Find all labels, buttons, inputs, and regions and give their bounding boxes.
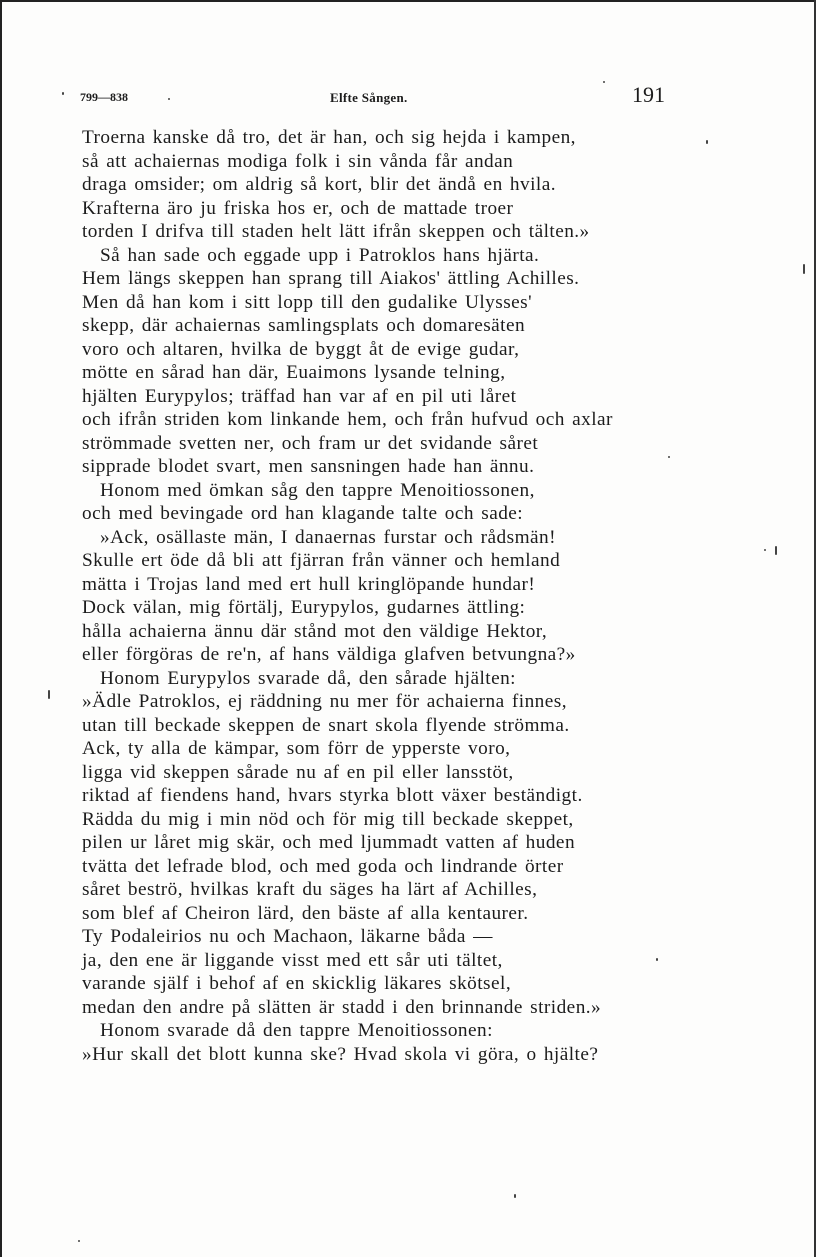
verse-line: utan till beckade skeppen de snart skola flyende strömma.	[82, 714, 570, 736]
verse-line: så att achaiernas modiga folk i sin vånda får andan	[82, 150, 514, 172]
verse-line: Men då han kom i sitt lopp till den gudalike Ulysses'	[82, 291, 533, 313]
verse-line: ja, den ene är liggande visst med ett sår uti tältet,	[82, 949, 503, 971]
verse-line: ligga vid skeppen sårade nu af en pil eller lansstöt,	[82, 761, 514, 783]
verse-line: tvätta det lefrade blod, och med goda och lindrande örter	[82, 855, 564, 877]
verse-line: Ty Podaleirios nu och Machaon, läkarne båda —	[82, 926, 493, 947]
verse-line: draga omsider; om aldrig så kort, blir det ändå en hvila.	[82, 174, 556, 195]
verse-line: mätta i Trojas land med ert hull kringlöpande hundar!	[82, 573, 536, 595]
verse-line: varande själf i behof af en skicklig läkares skötsel,	[82, 973, 512, 994]
verse-line: »Ädle Patroklos, ej räddning nu mer för achaierna finnes,	[82, 691, 567, 712]
verse-line: mötte en sårad han där, Euaimons lysande telning,	[82, 362, 506, 383]
scan-border-top	[0, 0, 816, 2]
verse-line: Dock välan, mig förtälj, Eurypylos, gudarnes ättling:	[82, 597, 526, 618]
verse-line: Honom svarade då den tappre Menoitiossonen:	[100, 1020, 493, 1041]
running-head	[0, 82, 816, 110]
line-range: 799—838	[80, 90, 128, 104]
verse-line: hjälten Eurypylos; träffad han var af en pil uti låret	[82, 385, 517, 407]
verse-line: Hem längs skeppen han sprang till Aiakos' ättling Achilles.	[82, 268, 580, 289]
page-number: 191	[632, 82, 665, 107]
verse-line: Så han sade och eggade upp i Patroklos hans hjärta.	[100, 244, 540, 266]
verse-line: Honom med ömkan såg den tappre Menoitiossonen,	[100, 479, 535, 501]
verse-line: Ack, ty alla de kämpar, som förr de ypperste voro,	[82, 738, 511, 759]
verse-line: »Hur skall det blott kunna ske? Hvad skola vi göra, o hjälte?	[82, 1043, 599, 1065]
verse-line: Honom Eurypylos svarade då, den sårade hjälten:	[100, 667, 516, 689]
verse-line: riktad af fiendens hand, hvars styrka blott växer beständigt.	[82, 785, 583, 806]
verse-line: och ifrån striden kom linkande hem, och från hufvud och axlar	[82, 409, 613, 430]
verse-line: skepp, där achaiernas samlingsplats och domaresäten	[82, 315, 526, 336]
verse-line: voro och altaren, hvilka de byggt åt de evige gudar,	[82, 338, 520, 360]
verse-line: pilen ur låret mig skär, och med ljummadt vatten af huden	[82, 832, 576, 853]
verse-line: Rädda du mig i min nöd och för mig till beckade skeppet,	[82, 808, 574, 830]
verse-line: hålla achaierna ännu där stånd mot den väldige Hektor,	[82, 620, 548, 642]
verse-line: eller förgöras de re'n, af hans väldiga glafven betvungna?»	[82, 644, 576, 665]
section-title: Elfte Sången.	[330, 90, 408, 105]
verse-line: Troerna kanske då tro, det är han, och sig hejda i kampen,	[82, 127, 576, 148]
verse-line: torden I drifva till staden helt lätt ifrån skeppen och tälten.»	[82, 221, 590, 242]
verse-line: och med bevingade ord han klagande talte och sade:	[82, 503, 524, 524]
verse-line: Krafterna äro ju friska hos er, och de mattade troer	[82, 197, 514, 219]
verse-line: som blef af Cheiron lärd, den bäste af alla kentaurer.	[82, 902, 529, 924]
verse-line: sipprade blodet svart, men sansningen hade han ännu.	[82, 456, 535, 477]
verse-line: såret beströ, hvilkas kraft du säges ha lärt af Achilles,	[82, 879, 538, 900]
verse-line: »Ack, osällaste män, I danaernas furstar och rådsmän!	[100, 526, 556, 548]
verse-line: medan den andre på slätten är stadd i den brinnande striden.»	[82, 996, 602, 1018]
verse-line: Skulle ert öde då bli att fjärran från vänner och hemland	[82, 550, 561, 571]
scan-border-left	[0, 0, 2, 1257]
verse-line: strömmade svetten ner, och fram ur det svidande såret	[82, 432, 539, 454]
